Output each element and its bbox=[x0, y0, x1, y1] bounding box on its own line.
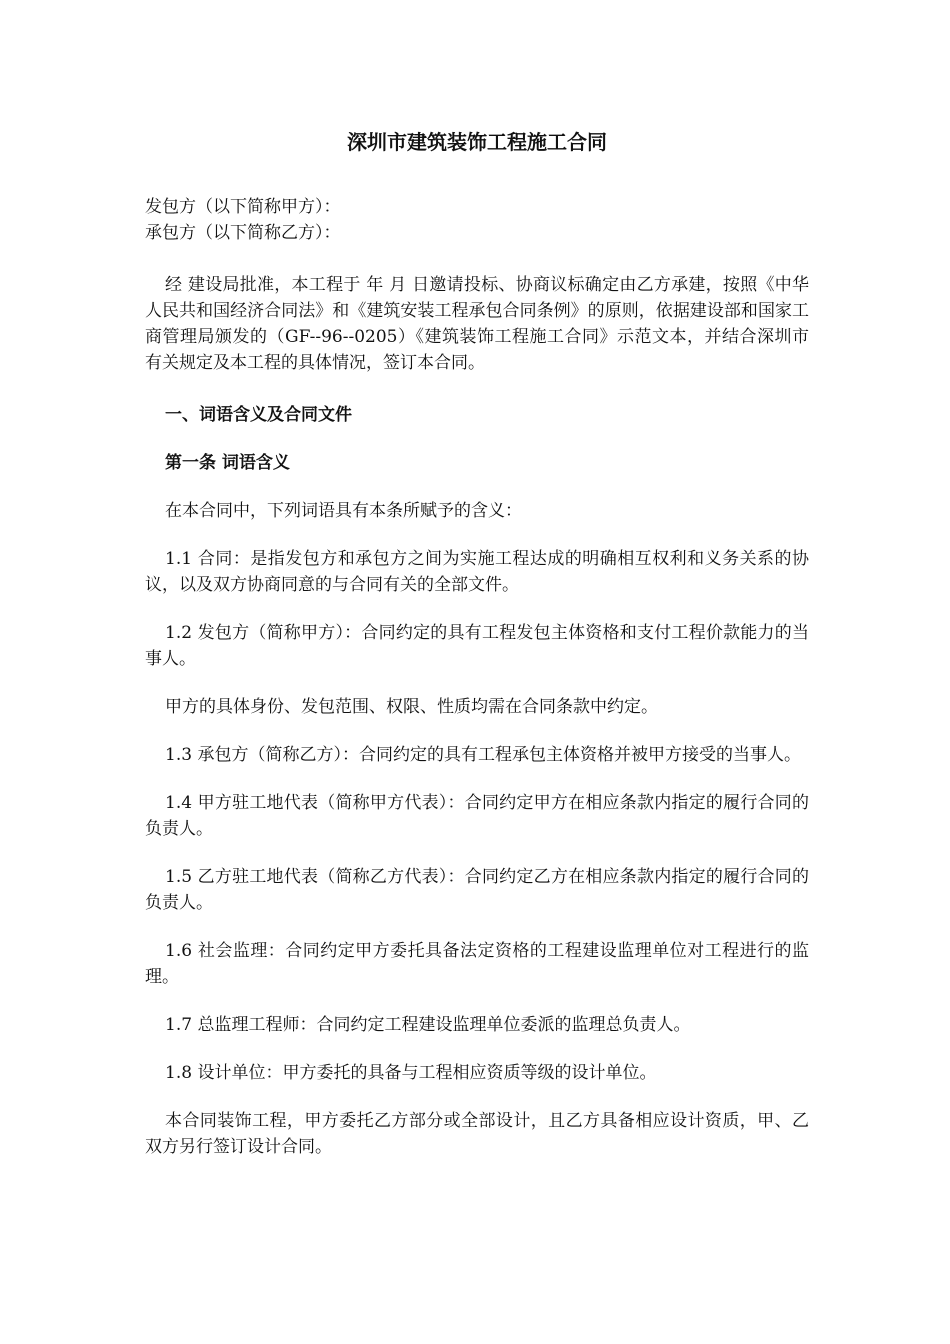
document-page bbox=[145, 128, 809, 1160]
section-heading: 一、词语含义及合同文件 bbox=[165, 405, 352, 425]
article-lead: 在本合同中，下列词语具有本条所赋予的含义： bbox=[165, 501, 522, 521]
party-a-line: 发包方（以下简称甲方）： bbox=[145, 197, 341, 217]
clause-1-4: 1.4 甲方驻工地代表（简称甲方代表）：合同约定甲方在相应条款内指定的履行合同的负责人。 bbox=[145, 793, 809, 839]
clause-1-2-note: 甲方的具体身份、发包范围、权限、性质均需在合同条款中约定。 bbox=[165, 697, 658, 717]
clause-1-8: 1.8 设计单位：甲方委托的具备与工程相应资质等级的设计单位。 bbox=[165, 1063, 657, 1083]
clause-1-3: 1.3 承包方（简称乙方）：合同约定的具有工程承包主体资格并被甲方接受的当事人。 bbox=[165, 745, 801, 765]
clause-1-6: 1.6 社会监理：合同约定甲方委托具备法定资格的工程建设监理单位对工程进行的监理。 bbox=[145, 941, 809, 987]
clause-1-8-note: 本合同装饰工程，甲方委托乙方部分或全部设计，且乙方具备相应设计资质，甲、乙双方另行签订设计合同。 bbox=[145, 1111, 809, 1157]
article-heading: 第一条 词语含义 bbox=[165, 453, 290, 473]
clause-1-7: 1.7 总监理工程师：合同约定工程建设监理单位委派的监理总负责人。 bbox=[165, 1015, 691, 1035]
document-title: 深圳市建筑装饰工程施工合同 bbox=[347, 130, 607, 154]
party-b-line: 承包方（以下简称乙方）： bbox=[145, 223, 341, 243]
clause-1-2: 1.2 发包方（简称甲方）：合同约定的具有工程发包主体资格和支付工程价款能力的当事人。 bbox=[145, 623, 809, 669]
clause-1-1: 1.1 合同：是指发包方和承包方之间为实施工程达成的明确相互权利和义务关系的协议，以及双方协商同意的与合同有关的全部文件。 bbox=[145, 549, 809, 595]
intro-paragraph: 经 建设局批准，本工程于 年 月 日邀请投标、协商议标确定由乙方承建，按照《中华人民共和国经济合同法》和《建筑安装工程承包合同条例》的原则，依据建设部和国家工商管理局颁发的（GF--96--0205）《建筑装饰工程施工合同》示范文本，并结合深圳市有关规定及本工程的具体情况，签订本合同。 bbox=[145, 275, 809, 373]
clause-1-5: 1.5 乙方驻工地代表（简称乙方代表）：合同约定乙方在相应条款内指定的履行合同的负责人。 bbox=[145, 867, 809, 913]
